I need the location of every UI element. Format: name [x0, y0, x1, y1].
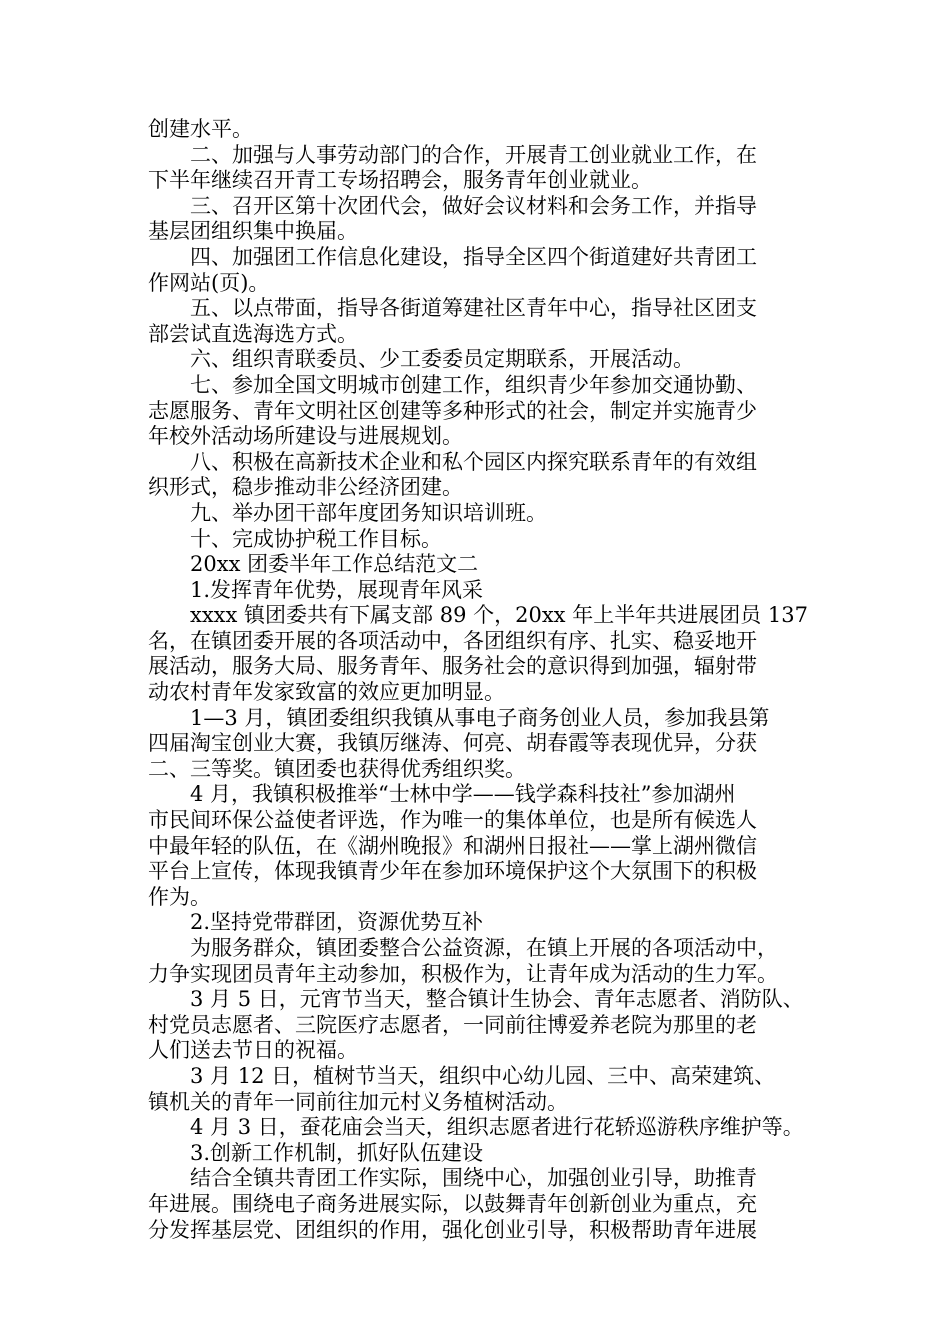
- text-line: 作为。: [148, 884, 211, 909]
- text-line: 基层团组织集中换届。: [148, 219, 358, 244]
- text-line: 分发挥基层党、团组织的作用，强化创业引导，积极帮助青年进展: [148, 1217, 757, 1242]
- text-line: 市民间环保公益使者评选，作为唯一的集体单位，也是所有候选人: [148, 808, 757, 833]
- text-line: 3 月 12 日，植树节当天，组织中心幼儿园、三中、高荣建筑、: [190, 1063, 776, 1088]
- text-line: 年进展。围绕电子商务进展实际，以鼓舞青年创新创业为重点，充: [148, 1191, 757, 1216]
- text-line: 3 月 5 日，元宵节当天，整合镇计生协会、青年志愿者、消防队、: [190, 987, 804, 1012]
- text-line: 力争实现团员青年主动参加，积极作为，让青年成为活动的生力军。: [148, 961, 778, 986]
- text-line: 展活动，服务大局、服务青年、服务社会的意识得到加强，辐射带: [148, 654, 757, 679]
- text-line: 二、加强与人事劳动部门的合作，开展青工创业就业工作，在: [190, 142, 757, 167]
- text-line: 1.发挥青年优势，展现青年风采: [190, 577, 484, 602]
- text-line: 十、完成协护税工作目标。: [190, 526, 442, 551]
- text-line: 20xx 团委半年工作总结范文二: [190, 552, 479, 577]
- text-line: 部尝试直选海选方式。: [148, 321, 358, 346]
- text-line: 3.创新工作机制，抓好队伍建设: [190, 1140, 484, 1165]
- text-line: 三、召开区第十次团代会，做好会议材料和会务工作，并指导: [190, 193, 757, 218]
- text-line: 平台上宣传，体现我镇青少年在参加环境保护这个大氛围下的积极: [148, 859, 757, 884]
- text-line: 结合全镇共青团工作实际，围绕中心，加强创业引导，助推青: [190, 1166, 757, 1191]
- text-line: 人们送去节日的祝福。: [148, 1038, 358, 1063]
- document-body: [148, 117, 813, 1243]
- text-line: 创建水平。: [148, 117, 253, 141]
- text-line: 四届淘宝创业大赛，我镇厉继涛、何亮、胡春霞等表现优异，分获: [148, 731, 757, 756]
- text-line: 中最年轻的队伍，在《湖州晚报》和湖州日报社——掌上湖州微信: [148, 833, 757, 858]
- text-line: 七、参加全国文明城市创建工作，组织青少年参加交通协勤、: [190, 372, 757, 397]
- text-line: 五、以点带面，指导各街道筹建社区青年中心，指导社区团支: [190, 296, 757, 321]
- text-line: 动农村青年发家致富的效应更加明显。: [148, 680, 505, 705]
- text-line: 4 月，我镇积极推举“士林中学——钱学森科技社”参加湖州: [190, 782, 736, 807]
- text-line: 村党员志愿者、三院医疗志愿者，一同前往博爱养老院为那里的老: [148, 1012, 757, 1037]
- text-line: 1—3 月，镇团委组织我镇从事电子商务创业人员，参加我县第: [190, 705, 770, 730]
- text-line: 下半年继续召开青工专场招聘会，服务青年创业就业。: [148, 168, 652, 193]
- text-line: 二、三等奖。镇团委也获得优秀组织奖。: [148, 756, 526, 781]
- text-line: 为服务群众，镇团委整合公益资源，在镇上开展的各项活动中，: [190, 936, 778, 960]
- text-line: 4 月 3 日，蚕花庙会当天，组织志愿者进行花轿巡游秩序维护等。: [190, 1115, 804, 1140]
- text-line: 八、积极在高新技术企业和私个园区内探究联系青年的有效组: [190, 449, 757, 474]
- text-line: 六、组织青联委员、少工委委员定期联系，开展活动。: [190, 347, 694, 372]
- text-line: 2.坚持党带群团，资源优势互补: [190, 910, 484, 935]
- text-line: 九、举办团干部年度团务知识培训班。: [190, 500, 547, 525]
- text-line: 作网站(页)。: [148, 270, 270, 295]
- text-line: 织形式，稳步推动非公经济团建。: [148, 475, 463, 500]
- text-line: 年校外活动场所建设与进展规划。: [148, 424, 463, 449]
- text-line: 名，在镇团委开展的各项活动中，各团组织有序、扎实、稳妥地开: [148, 628, 757, 653]
- text-line: 镇机关的青年一同前往加元村义务植树活动。: [148, 1089, 568, 1114]
- text-line: 四、加强团工作信息化建设，指导全区四个街道建好共青团工: [190, 244, 757, 269]
- text-line: xxxx 镇团委共有下属支部 89 个，20xx 年上半年共进展团员 137: [190, 603, 808, 628]
- text-line: 志愿服务、青年文明社区创建等多种形式的社会，制定并实施青少: [148, 398, 757, 423]
